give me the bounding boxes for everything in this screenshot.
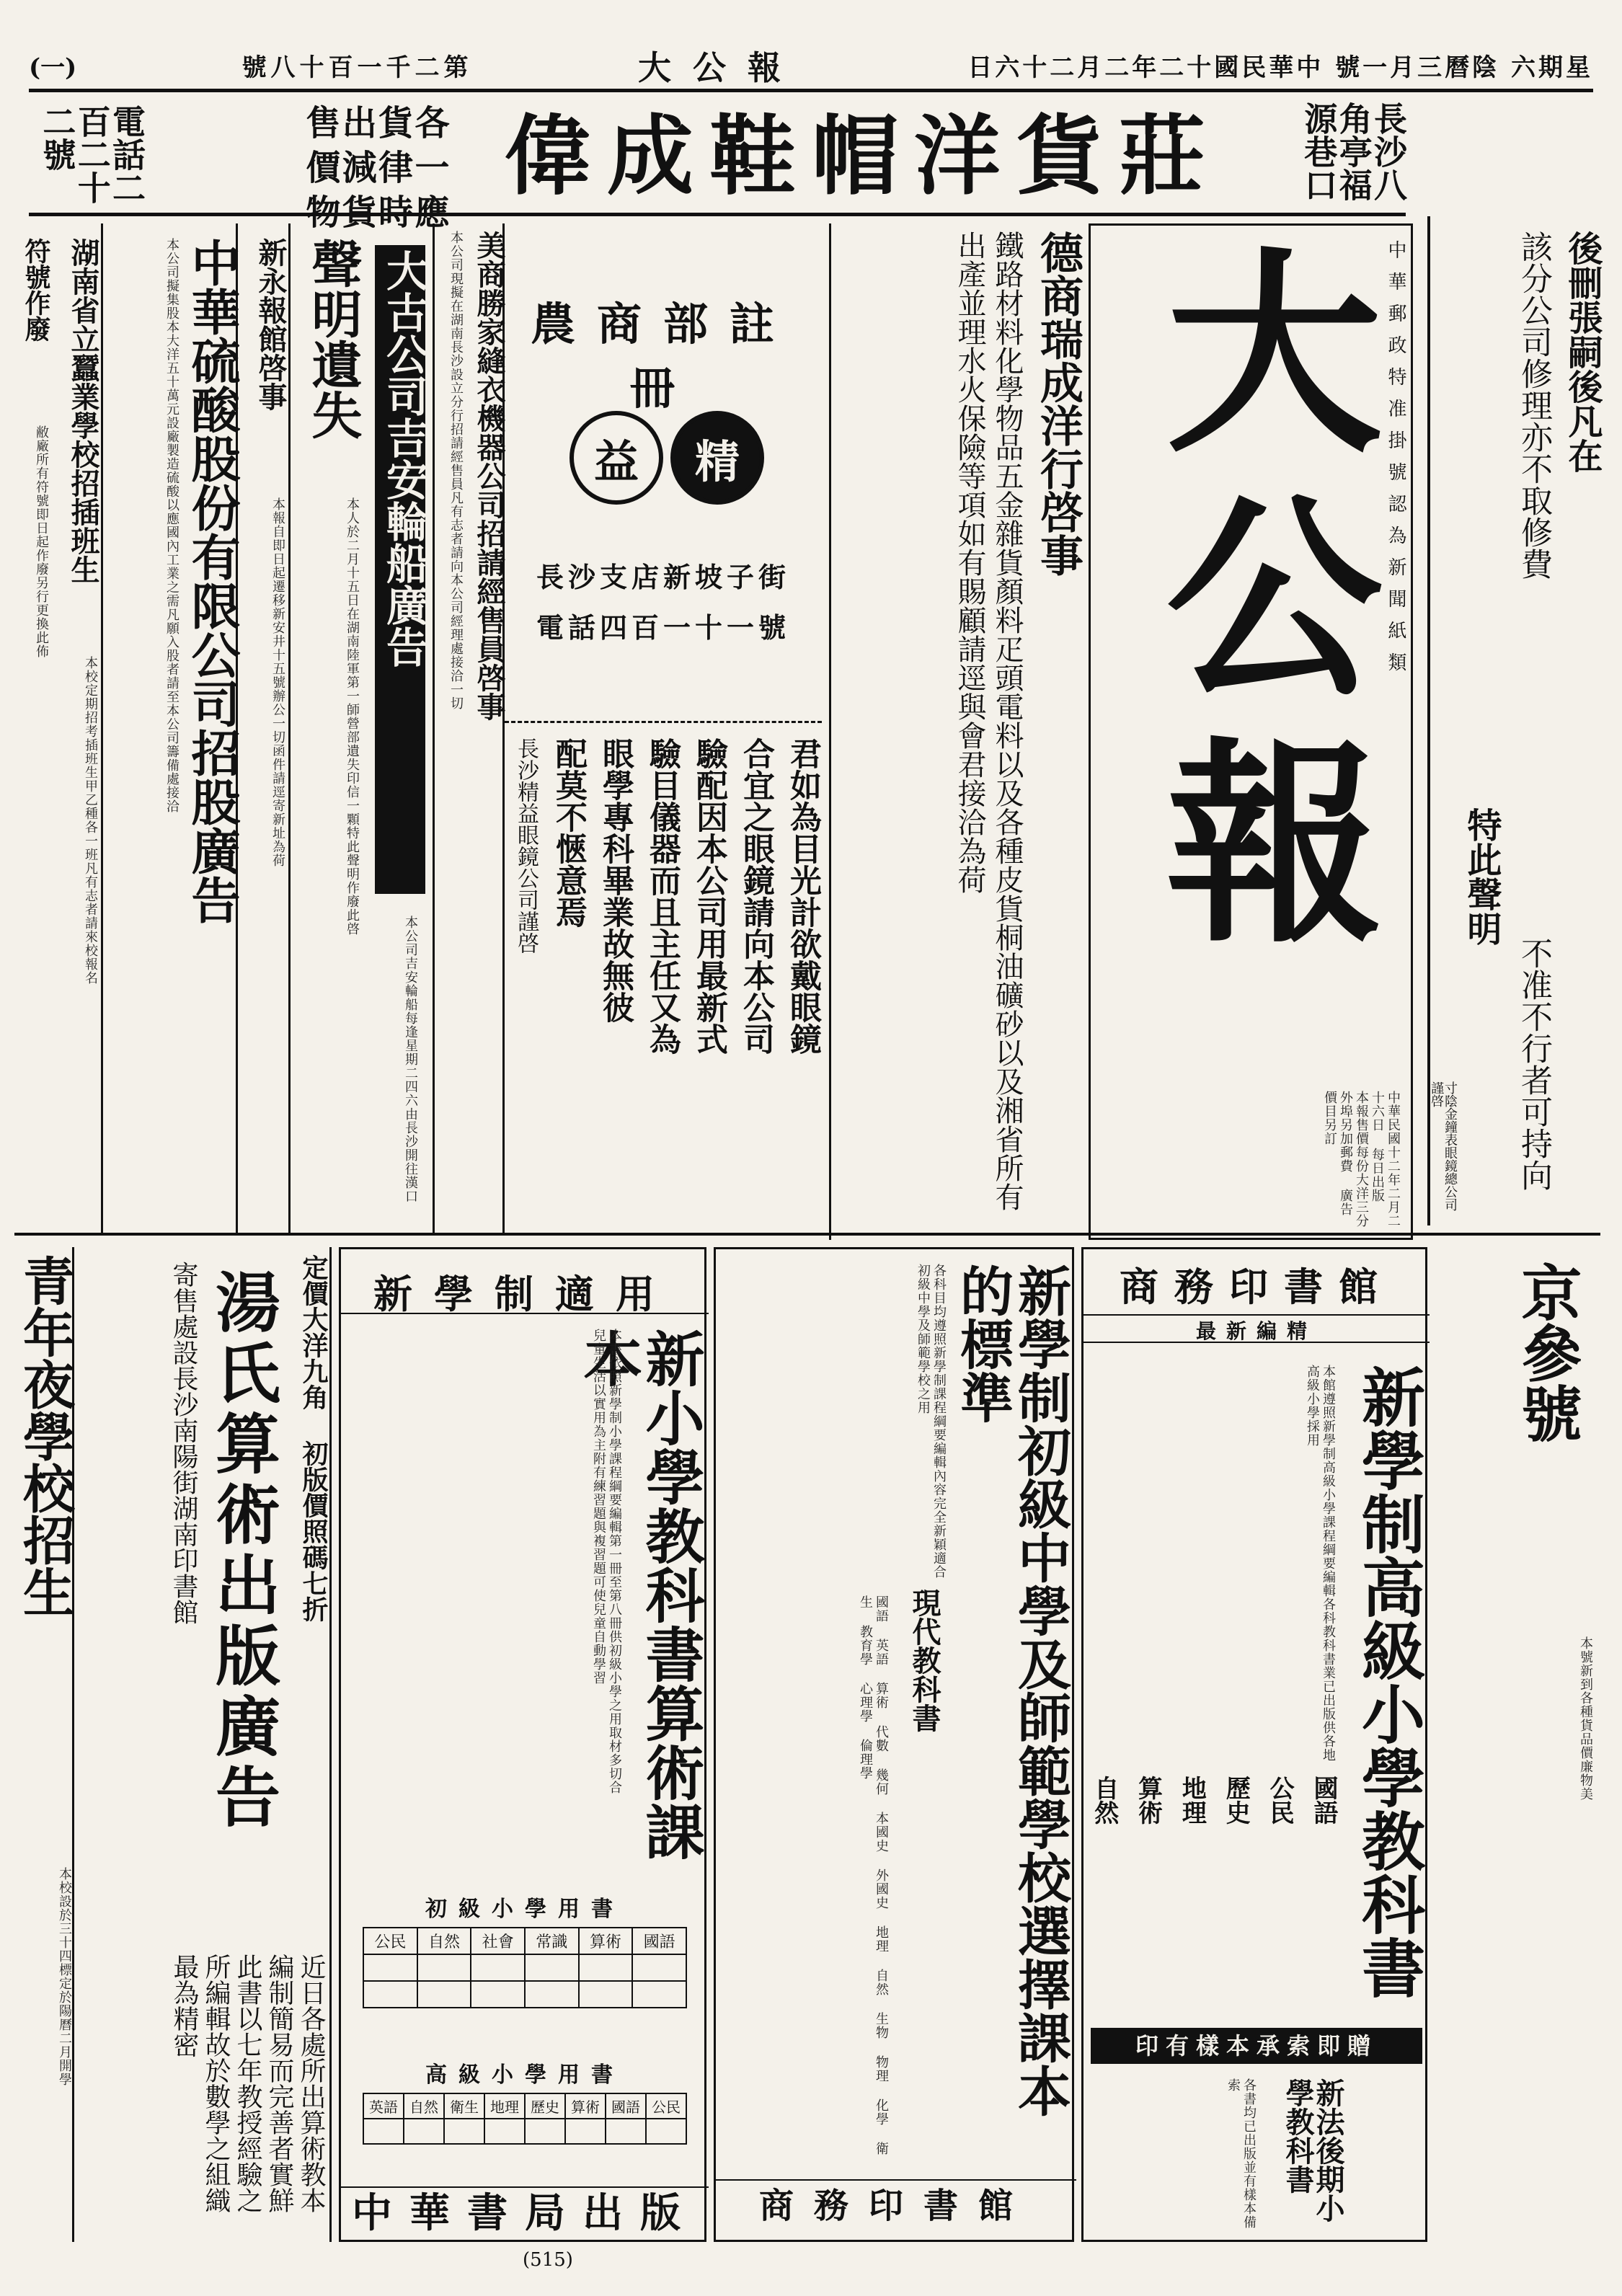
masthead-title: 大公報 [1130,240,1384,975]
date-strip [29,42,1593,92]
store-name: 偉成鞋帽洋貨莊 [505,105,1221,207]
shipping-body: 本公司吉安輪船每逢星期二四六由長沙開往漢口 [403,916,418,1203]
eyewear-line: 君如為目光計欲戴眼鏡 [784,737,821,1055]
sewing-body: 本公司現擬在湖南長沙設立分行招請經售員凡有志者請向本公司經理處接洽一切 [448,231,464,710]
issue-number: 號八十百一千二第 [241,53,473,82]
factory-title: 符號作廢 [21,238,51,342]
store-slogans [166,105,449,229]
school-ad [50,223,101,1233]
factory-body: 敝廠所有符號即日起作廢另行更換此佈 [34,425,49,658]
subject-cell: 國語 [632,1928,686,1954]
subject-cell: 算術 [579,1928,633,1954]
table2-grid [363,2093,687,2145]
top-right-notice [1427,216,1603,1225]
notice-footer: 寸陰金鐘表眼鏡總公司謹啓 [1429,1081,1458,1211]
commercial-press-name: 商務印書館 [1120,1264,1393,1310]
subject-item: 公民 [1265,1776,1295,1825]
right-edge-ad [1435,1247,1600,2242]
subject-item: 歷史 [1221,1776,1251,1825]
registration-store: 長沙支店新坡子街 [536,561,790,593]
footer-code: (515) [523,2249,573,2271]
shipping-title: 大古公司吉安輪船廣告 [375,245,425,894]
youth-school-title: 青年夜學校招生 [14,1254,76,1618]
commercial-press-tag: 最新編精 [1083,1314,1430,1343]
subject-cell: 英語 [363,2093,404,2119]
commercial-note: 新法後期小學教科書 [1281,2078,1345,2222]
factory-ad [14,223,50,1233]
zhonghua-table1 [363,1891,687,2042]
page-number: (一) [29,53,77,82]
zhonghua-table2 [363,2057,687,2179]
subject-cell: 衛生 [444,2093,484,2119]
commercial-mid-sub: 現代教科書 [908,1588,941,1732]
zhonghua-body: 本書依照新學制小學課程綱要編輯第一冊至第八冊供初級小學之用取材多切合兒童生活以實用為主附有練習題與複習題可使兒童自動學習 [591,1329,622,1794]
table2-title: 高級小學用書 [425,2062,624,2088]
subject-cell: 社會 [471,1928,525,1954]
store-slogan: 各貨出售 [299,105,449,139]
registration-ad [505,288,822,663]
right-edge-body: 本號新到各種貨品價廉物美 [1578,1636,1593,1801]
school-title: 湖南省立蠶業學校招插班生 [66,238,100,584]
subject-item: 國語 [1308,1776,1338,1825]
section-divider [14,1233,1600,1236]
sewing-ad [433,223,505,1233]
lost-notice-body: 本人於二月十五日在湖南陸軍第一師營部遺失印信一顆特此聲明作廢此啓 [345,497,360,936]
subject-cell: 國語 [606,2093,646,2119]
subject-cell: 公民 [363,1928,417,1954]
seal-left-icon: 益 [570,411,663,505]
acid-title: 中華硫酸股份有限公司招股廣告 [183,238,241,924]
eyewear-ad [505,721,822,1225]
eyewear-line: 驗目儀器而且主任又為 [644,737,681,1055]
eyewear-line: 合宜之眼鏡請向本公司 [737,737,774,1055]
tang-sellers: 寄售處設長沙南陽街湖南印書館 [169,1262,198,1625]
store-slogan: 一律減價 [299,149,449,184]
eyewear-footer: 長沙精益眼鏡公司謹啓 [513,737,539,954]
commercial-mid-title: 新學制初級中學及師範學校選擇課本的標準 [952,1264,1071,2117]
subject-cell: 自然 [404,2093,444,2119]
tang-title: 湯氏算術出版廣告 [204,1269,280,1834]
commercial-catalog: 印有樣本承索即贈 [1091,2028,1422,2064]
notice-line: 後刪張嗣後凡在 [1562,231,1603,473]
commercial-right-ad [1081,1247,1427,2242]
acid-ad [101,223,241,1233]
tang-body: 近日各處所出算術教本編制簡易而完善者實鮮此書以七年教授經驗之所編輯故於數學之組織最為精密 [169,1954,326,2213]
store-banner [29,97,1408,229]
youth-school-ad [14,1247,76,2242]
commercial-right-body: 本館遵照新學制高級小學課程綱要編輯各科教科書業已出版供各地高級小學採用 [1305,1365,1336,1762]
commercial-right-title: 新學制高級小學教科書 [1352,1365,1427,1999]
german-firm-body: 鐵路材料化學物品五金雜貨顏料疋頭電料以及各種皮貨桐油礦砂以及湘省所有出產並理水火保險等項如有賜顧請逕與會君接洽為荷 [953,231,1024,1211]
eyewear-line: 驗配因本公司用最新式 [691,737,727,1055]
commercial-mid-list: 國語 英語 算術 代數 幾何 本國史 外國史 地理 自然 生物 物理 化學 衛生 教育學 心理學 倫理學 [858,1595,889,2155]
commercial-mid-footer: 商務印書館 [716,2179,1076,2230]
subject-cell: 公民 [646,2093,686,2119]
table1-grid [363,1927,687,2008]
masthead-title-box [1089,223,1413,1240]
subject-cell: 常識 [525,1928,579,1954]
notice-line: 特此聲明 [1461,807,1502,946]
lost-notice-ad [288,223,363,1233]
date-line: 日六十二月二年二十國民華中 號一月三曆陰 六期星 [967,53,1593,82]
right-edge-text: 京參號 [1512,1262,1583,1443]
eyewear-line: 配莫不愜意焉 [550,737,587,928]
acid-body: 本公司擬集股本大洋五十萬元設廠製造硫酸以應國內工業之需凡願入股者請至本公司籌備處接洽 [164,238,180,813]
youth-school-body: 本校設於三十四標定於陽曆二月開學 [57,1867,72,2086]
commercial-mid-body: 各科目均遵照新學制課程綱要編輯內容完全新穎適合初級中學及師範學校之用 [916,1264,947,1579]
subject-cell: 歷史 [525,2093,565,2119]
subject-cell: 地理 [484,2093,525,2119]
lost-notice-title: 聲明遺失 [303,238,363,440]
masthead-fineprint: 中華民國十二年二月二十六日 每日出版 本報售價每份大洋三分 外埠另加郵費 廣告價目另訂 [1322,1091,1401,1228]
notice-line: 該分公司修理亦不取修費 [1515,231,1552,580]
zhonghua-title: 新小學教科書算術課本 [573,1329,705,1861]
zhonghua-header: 新學制適用 [341,1264,709,1314]
xinyong-title: 新永報館啓事 [254,238,288,411]
notice-line: 不准不行者可持向 [1515,937,1552,1191]
subject-item: 自然 [1089,1776,1119,1825]
commercial-right-subjects [1091,1776,1336,2006]
german-firm-ad [829,223,1081,1240]
subject-cell: 自然 [417,1928,471,1954]
subject-item: 地理 [1177,1776,1207,1825]
eyewear-line: 眼學專科畢業故無彼 [597,737,634,1023]
seal-right-icon: 精 [670,411,764,505]
shipping-ad [360,223,433,1233]
table1-title: 初級小學用書 [425,1897,624,1922]
sewing-title: 美商勝家縫衣機器公司招請經售員啓事 [472,231,506,721]
registration-strip: 中華郵政特准掛號認為新聞紙類 [1385,240,1406,684]
german-firm-title: 德商瑞成洋行啓事 [1033,231,1083,577]
tang-price: 定價大洋九角 初版價照碼七折 [298,1254,329,1622]
store-phone: 電話二百二十二號 [37,105,146,204]
commercial-right-foot: 各書均已出版並有樣本備索 [1226,2078,1257,2229]
store-slogan: 應時貨物 [299,194,449,229]
xinyong-body: 本報自即日起遷移新安井十五號辦公一切函件請逕寄新址為荷 [270,497,285,867]
subject-cell: 算術 [565,2093,606,2119]
paper-name-small: 大公報 [637,48,802,87]
commercial-mid-ad [714,1247,1074,2242]
xinyong-ad [238,223,288,1233]
zhonghua-ad [339,1247,706,2242]
store-location: 長沙八角亭福源巷口 [1299,102,1408,201]
zhonghua-footer: 中華書局出版 [341,2186,709,2237]
school-body: 本校定期招考插班生甲乙種各一班凡有志者請來校報名 [83,656,98,985]
tang-ad [72,1247,332,2242]
registration-title: 農商部註冊 [530,298,796,415]
subject-item: 算術 [1133,1776,1163,1825]
registration-phone: 電話四百一十一號 [536,611,790,644]
